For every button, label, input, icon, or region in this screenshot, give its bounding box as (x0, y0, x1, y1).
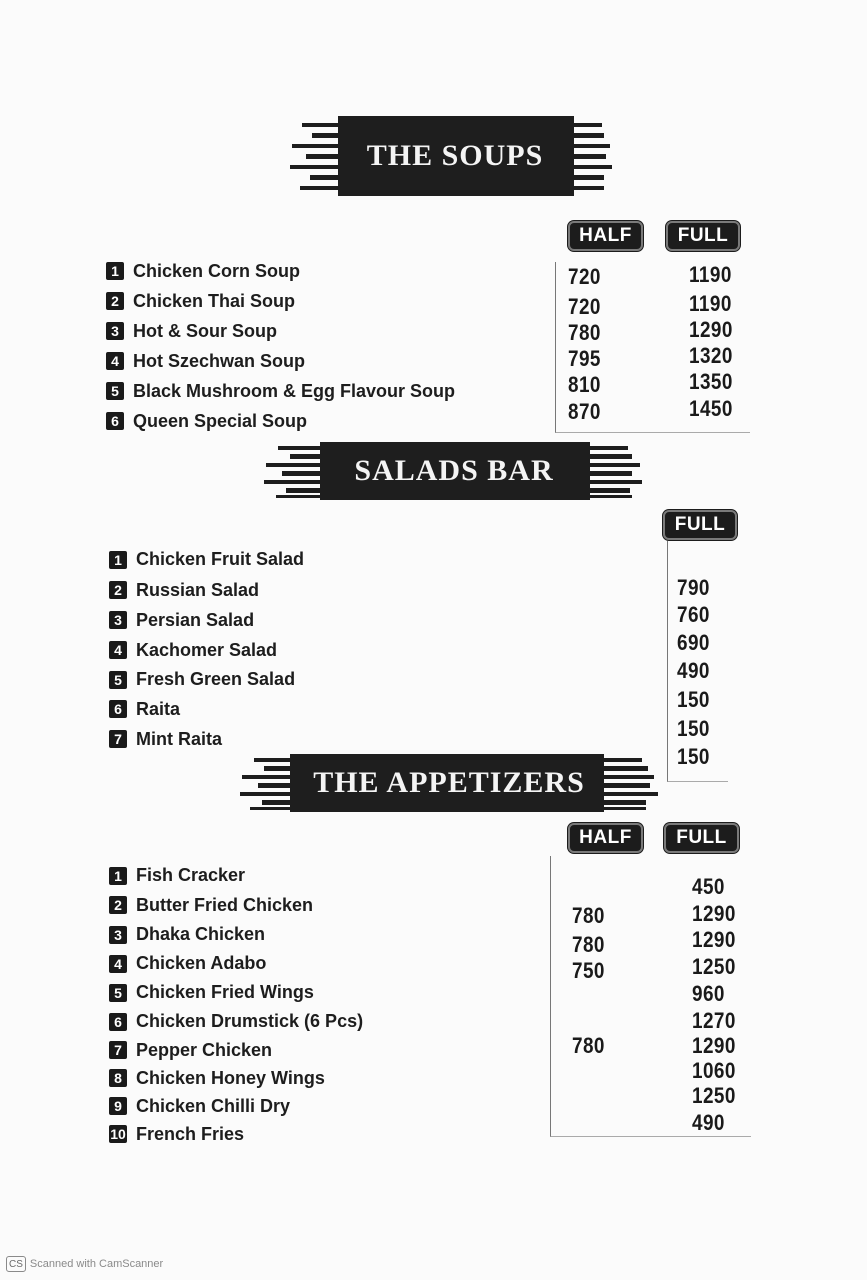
full-price: 1350 (689, 369, 733, 394)
full-header: FULL (663, 510, 737, 540)
item-number: 1 (109, 551, 127, 569)
list-item (109, 665, 304, 694)
full-price: 1290 (692, 901, 736, 926)
item-name: Dhaka Chicken (136, 924, 266, 944)
list-item (109, 1007, 363, 1036)
full-price: 690 (677, 630, 710, 655)
half-price: 780 (572, 932, 605, 957)
item-name: Fresh Green Salad (136, 669, 296, 689)
item-name: Chicken Honey Wings (136, 1067, 325, 1088)
list-item (109, 694, 304, 724)
item-name: Butter Fried Chicken (136, 894, 314, 915)
full-price: 490 (677, 658, 710, 683)
item-name: Hot Szechwan Soup (133, 350, 306, 371)
full-price: 790 (677, 575, 710, 600)
full-price: 450 (692, 874, 725, 899)
item-number: 4 (106, 352, 124, 370)
half-header: HALF (568, 221, 643, 251)
half-header: HALF (568, 823, 643, 853)
full-price: 1060 (692, 1058, 736, 1083)
full-price: 1450 (689, 396, 733, 421)
item-name: Kachomer Salad (136, 639, 278, 660)
item-name: Hot & Sour Soup (133, 320, 277, 341)
item-name: Chicken Chilli Dry (136, 1095, 291, 1116)
item-number: 4 (109, 955, 127, 973)
item-name: Chicken Corn Soup (133, 260, 301, 281)
full-price: 490 (692, 1110, 725, 1135)
full-header: FULL (666, 221, 740, 251)
item-name: Chicken Drumstick (6 Pcs) (136, 1011, 364, 1031)
watermark-text: Scanned with CamScanner (29, 1258, 164, 1270)
item-number: 10 (110, 1126, 126, 1142)
item-name: Chicken Adabo (136, 953, 267, 973)
full-price: 150 (677, 744, 710, 769)
item-number: 8 (109, 1069, 127, 1087)
item-number: 3 (106, 322, 124, 340)
item-number: 4 (109, 641, 127, 659)
item-name: Raita (136, 698, 181, 719)
scanner-watermark (6, 1256, 163, 1272)
list-item (109, 1120, 363, 1148)
list-item (109, 575, 304, 605)
half-price: 720 (568, 294, 601, 319)
list-item (109, 978, 363, 1007)
half-price: 870 (568, 399, 601, 424)
item-number: 5 (106, 382, 124, 400)
full-header: FULL (664, 823, 739, 853)
item-name: Chicken Fried Wings (136, 982, 314, 1002)
list-item (109, 605, 304, 635)
soups-banner (288, 113, 622, 173)
full-price: 1190 (689, 262, 732, 287)
item-number: 5 (109, 671, 127, 689)
section-title: SALADS BAR (354, 454, 554, 487)
soups-list (106, 256, 455, 436)
half-price: 780 (568, 320, 601, 345)
list-item (106, 376, 455, 406)
item-name: Russian Salad (136, 579, 260, 600)
full-price: 1320 (689, 343, 733, 368)
item-number: 6 (109, 700, 127, 718)
salads-banner (262, 440, 646, 500)
camscanner-logo-icon: CS (6, 1256, 26, 1272)
item-name: Chicken Fruit Salad (136, 549, 305, 569)
item-number: 2 (109, 896, 127, 914)
list-item (109, 635, 304, 665)
list-item (109, 544, 304, 575)
item-number: 3 (109, 611, 127, 629)
list-item (109, 920, 363, 949)
list-item (109, 1092, 363, 1120)
item-number: 1 (106, 262, 124, 280)
item-number: 9 (109, 1097, 127, 1115)
list-item (109, 949, 363, 978)
salads-list (109, 544, 304, 754)
item-number: 2 (109, 581, 127, 599)
full-price: 1270 (692, 1008, 736, 1033)
appetizers-banner (238, 752, 660, 812)
item-name: Pepper Chicken (136, 1039, 273, 1060)
half-price: 780 (572, 903, 605, 928)
list-item (109, 861, 363, 890)
item-name: Persian Salad (136, 609, 255, 630)
item-number: 7 (109, 730, 127, 748)
half-price: 720 (568, 264, 601, 289)
item-name: Fish Cracker (136, 865, 246, 885)
item-number: 6 (109, 1013, 127, 1031)
full-price: 1290 (692, 1033, 736, 1058)
full-price: 760 (677, 602, 710, 627)
full-price: 150 (677, 716, 710, 741)
item-name: Queen Special Soup (133, 410, 308, 431)
section-title: THE SOUPS (366, 139, 544, 172)
list-item (106, 346, 455, 376)
item-name: Black Mushroom & Egg Flavour Soup (133, 380, 456, 401)
list-item (109, 890, 363, 920)
item-number: 5 (109, 984, 127, 1002)
half-price: 810 (568, 372, 601, 397)
full-price: 1250 (692, 1083, 736, 1108)
section-title: THE APPETIZERS (313, 766, 585, 799)
item-name: Chicken Thai Soup (133, 290, 296, 311)
full-price: 1290 (692, 927, 736, 952)
list-item (106, 286, 455, 316)
full-price: 1290 (689, 317, 733, 342)
full-price: 960 (692, 981, 725, 1006)
list-item (106, 316, 455, 346)
appetizers-list (109, 861, 363, 1148)
item-number: 7 (109, 1041, 127, 1059)
item-name: French Fries (136, 1123, 245, 1144)
item-number: 1 (109, 867, 127, 885)
list-item (109, 724, 304, 754)
full-price: 150 (677, 687, 710, 712)
list-item (109, 1064, 363, 1092)
full-price: 1250 (692, 954, 736, 979)
item-number: 3 (109, 926, 127, 944)
item-number: 2 (106, 292, 124, 310)
list-item (109, 1036, 363, 1064)
list-item (106, 406, 455, 436)
half-price: 750 (572, 958, 605, 983)
list-item (106, 256, 455, 286)
half-price: 795 (568, 346, 601, 371)
item-name: Mint Raita (136, 728, 223, 749)
half-price: 780 (572, 1033, 605, 1058)
full-price: 1190 (689, 291, 732, 316)
item-number: 6 (106, 412, 124, 430)
